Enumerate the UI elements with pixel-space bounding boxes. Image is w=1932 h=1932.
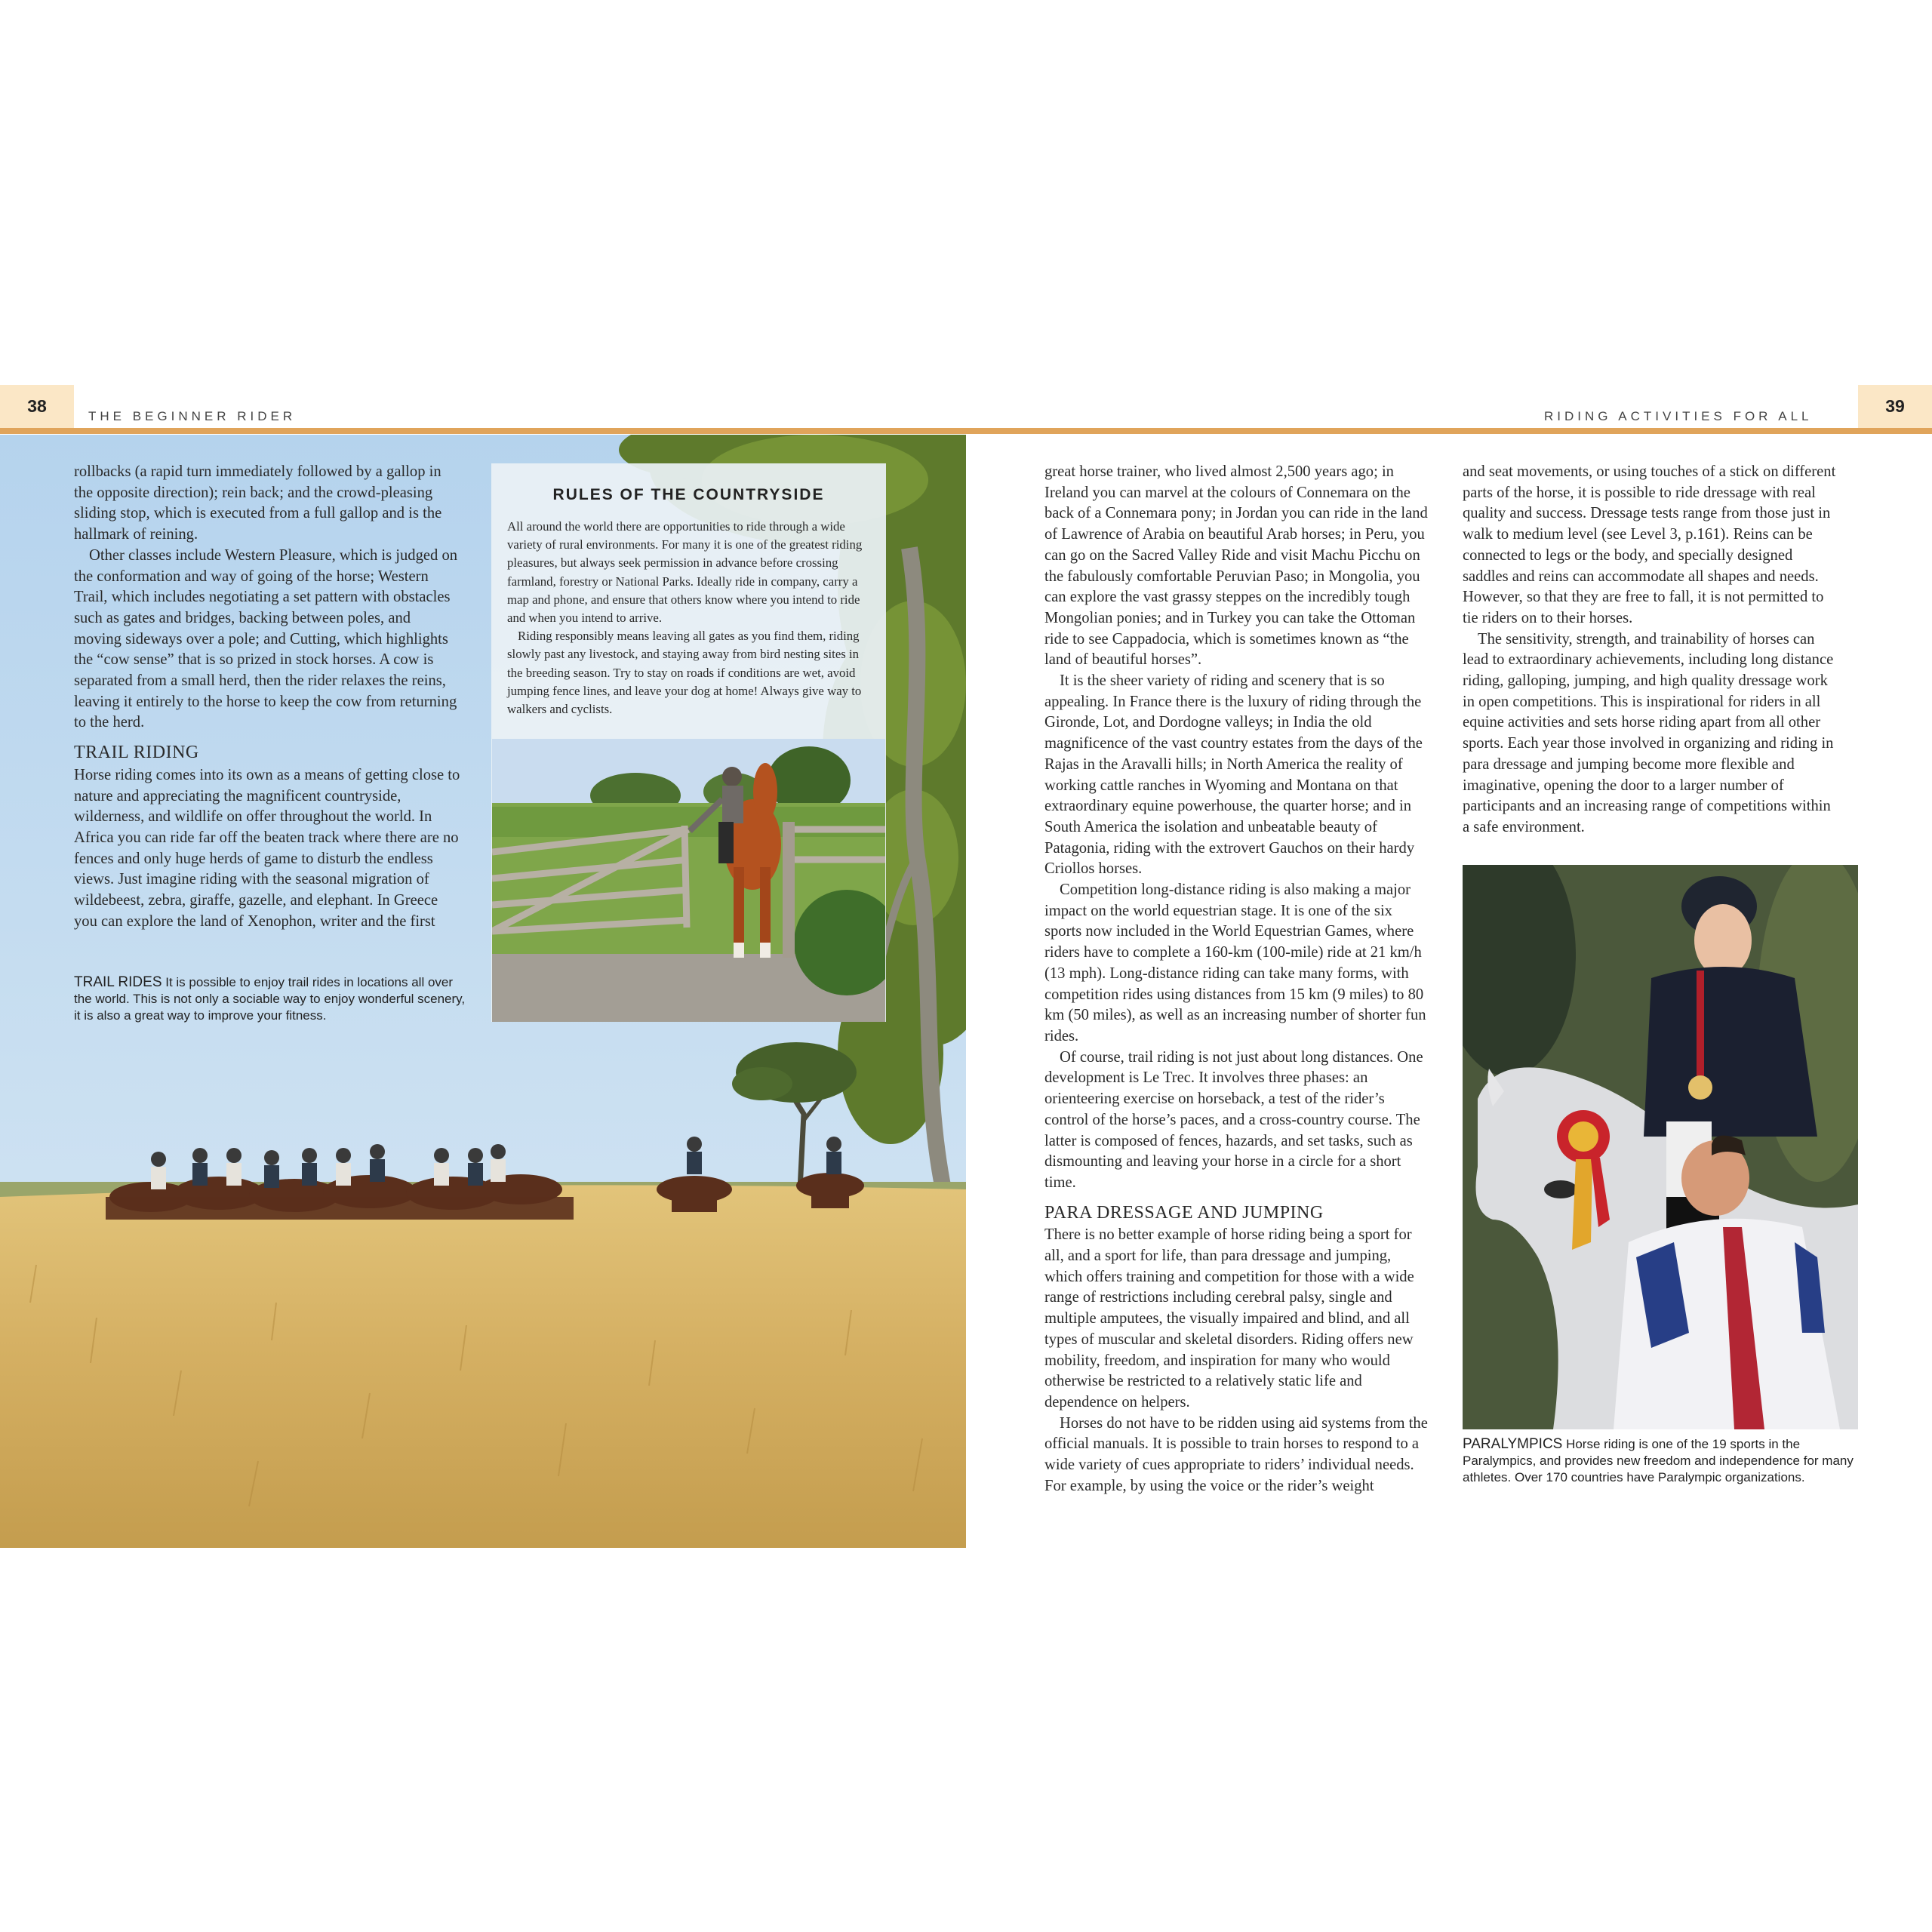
body-paragraph: Horses do not have to be ridden using aid systems from the official manuals. It is possible to train horses to respond to a wide variety of cues appropriate to riders’ individual needs. For example, by using the voice or the rider’s weight <box>1044 1414 1428 1494</box>
body-paragraph: rollbacks (a rapid turn immediately followed by a gallop in the opposite direction); rein back; and the crowd-pleasing sliding stop, which is executed from a full gallop and is the hallmark of reining. <box>74 463 442 543</box>
header-rule-right <box>967 428 1932 434</box>
body-paragraph: and seat movements, or using touches of a stick on different parts of the horse, it is possible to ride dressage with real quality and success. Dressage tests range from those just in walk to medium level (see Level 3, p.161). Reins can be connected to legs or the body, and specially designed saddles and reins can accommodate all shapes and needs. However, so that they are free to fall, it is not permitted to tie riders on to their horses. <box>1463 463 1836 626</box>
caption-lead: PARALYMPICS <box>1463 1436 1563 1452</box>
paralympics-photo <box>1463 865 1858 1429</box>
section-heading-trail-riding: TRAIL RIDING <box>74 743 199 763</box>
paralympics-caption <box>1463 1436 1864 1486</box>
gate-opening-illustration <box>492 739 885 1022</box>
body-paragraph: Of course, trail riding is not just about long distances. One development is Le Trec. It involves three phases: an orienteering exercise on horseback, a test of the rider’s control of the horse’s paces, and a cross-country course. The latter is composed of fences, hazards, and set tasks, such as dismounting and leaving your horse in a circle for a short time. <box>1044 1048 1423 1191</box>
gate-opening-photo <box>492 739 885 1022</box>
right-page-tab <box>1858 385 1932 428</box>
left-page-number: 38 <box>27 396 47 416</box>
body-paragraph: There is no better example of horse riding being a sport for all, and a sport for life, than para dressage and jumping, which offers training and competition for those with a wide range of restrictions including cerebral palsy, single and multiple amputees, the visually impaired and blind, and all types of muscular and skeletal disorders. Riding offers new mobility, freedom, and inspiration for many who would otherwise be restricted to a relatively static life and dependence on helpers. <box>1044 1226 1414 1411</box>
trail-rides-caption <box>74 974 474 1024</box>
body-paragraph: Horse riding comes into its own as a means of getting close to nature and appreciating the magnificent countryside, wilderness, and wildlife on offer throughout the world. In Africa you can ride far off the beaten track where there are no fences and only huge herds of game to disturb the endless views. Just imagine riding with the seasonal migration of wildebeest, zebra, giraffe, gazelle, and elephant. In Greece you can explore the land of Xenophon, writer and the first <box>74 766 460 930</box>
body-paragraph: The sensitivity, strength, and trainability of horses can lead to extraordinary achievements, including long distance riding, galloping, jumping, and high quality dressage work in open competitions. This is inspirational for riders in all equine activities and sets horse riding apart from all other sports. Each year those involved in organizing and riding in para dressage and jumping become more flexible and imaginative, opening the door to a larger number of participants and an increasing range of competitions within a safe environment. <box>1463 630 1834 835</box>
right-page-number: 39 <box>1885 396 1905 416</box>
right-running-head: RIDING ACTIVITIES FOR ALL <box>1544 409 1813 423</box>
section-heading-para-dressage: PARA DRESSAGE AND JUMPING <box>1044 1202 1324 1223</box>
box-paragraph: Riding responsibly means leaving all gates as you find them, riding slowly past any livestock, and staying away from bird nesting sites in the breeding season. Try to stay on roads if conditions are wet, avoid jumping fence lines, and leave your dog at home! Always give way to walkers and cyclists. <box>507 629 862 717</box>
box-title: RULES OF THE COUNTRYSIDE <box>552 486 825 503</box>
left-column-text <box>74 462 460 932</box>
right-column-1-text <box>1044 462 1429 1497</box>
header-rule-left <box>0 428 967 434</box>
box-paragraph: All around the world there are opportunities to ride through a wide variety of rural environments. For many it is one of the greatest riding pleasures, but always seek permission in advance before crossing farmland, forestry or National Parks. Ideally ride in company, carry a map and phone, and ensure that others know where you intend to ride and when you intend to arrive. <box>507 519 863 626</box>
body-paragraph: It is the sheer variety of riding and scenery that is so appealing. In France there is the luxury of riding through the Gironde, Lot, and Dordogne valleys; in India the old magnificence of the vast country estates from the days of the Rajas in the Aravalli hills; in North America the reality of working cattle ranches in Wyoming and Montana on that extraordinary equine powerhouse, the quarter horse; and in South America the isolation and unbeatable beauty of Patagonia, riding with the extrovert Gauchos on their hardy Criollos horses. <box>1044 672 1423 878</box>
right-column-2-text <box>1463 462 1838 838</box>
box-text <box>491 518 886 718</box>
left-running-head: THE BEGINNER RIDER <box>88 409 297 423</box>
body-paragraph: Competition long-distance riding is also making a major impact on the world equestrian stage. It is one of the six sports now included in the World Equestrian Games, where riders have to complete a 160-km (100-mile) ride at 21 km/h (13 mph). Long-distance riding can take many forms, with competition rides using distances from 15 km (9 miles) to 80 km (50 miles), as well as an increasing number of shorter fun rides. <box>1044 881 1426 1044</box>
caption-text: It is possible to enjoy trail rides in locations all over the world. This is not only a sociable way to enjoy wonderful scenery, it is also a great way to improve your fitness. <box>74 975 466 1023</box>
paralympics-illustration <box>1463 865 1858 1429</box>
left-page-tab <box>0 385 74 428</box>
caption-lead: TRAIL RIDES <box>74 974 162 990</box>
caption-text: Horse riding is one of the 19 sports in the Paralympics, and provides new freedom and independence for many athletes. Over 170 countries have Paralympic organizations. <box>1463 1437 1854 1484</box>
body-paragraph: Other classes include Western Pleasure, which is judged on the conformation and way of going of the horse; Western Trail, which includes negotiating a set pattern with obstacles such as gates and bridges, backing between poles, and moving sideways over a pole; and Cutting, which highlights the “cow sense” that is so prized in stock horses. A cow is separated from a small herd, then the rider relaxes the reins, leaving it entirely to the horse to keep the cow from returning to the herd. <box>74 546 458 731</box>
body-paragraph: great horse trainer, who lived almost 2,500 years ago; in Ireland you can marvel at the colours of Connemara on the back of a Connemara pony; in Jordan you can ride in the land of Lawrence of Arabia on beautiful Arab horses; in Peru, you can go on the Sacred Valley Ride and visit Machu Picchu on the fabulously comfortable Peruvian Paso; in Mongolia, you can explore the vast grassy steppes on the incredibly tough Mongolian ponies; and in Turkey you can take the Ottoman ride to see Cappadocia, which is sometimes known as “the land of beautiful horses”. <box>1044 463 1428 669</box>
